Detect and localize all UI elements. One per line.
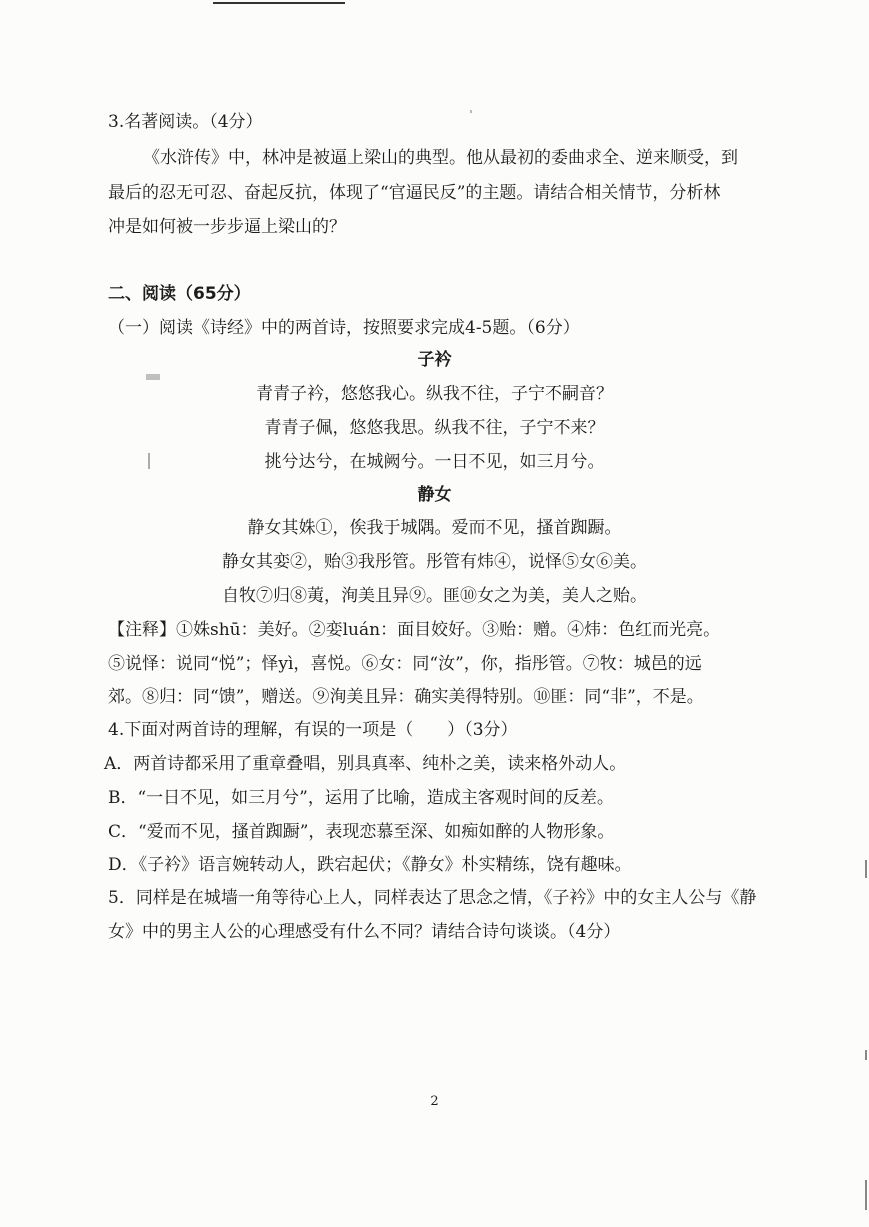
notes-line: ⑤说怿：说同“悦”；怿yì，喜悦。⑥女：同“汝”，你，指彤管。⑦牧：城邑的远 (108, 654, 702, 674)
q5-line: 5．同样是在城墙一角等待心上人，同样表达了思念之情，《子衿》中的女主人公与《静 (108, 888, 757, 908)
poem-line: 静女其姝①，俟我于城隅。爱而不见，搔首踟蹰。 (247, 518, 622, 538)
q5-line: 女》中的男主人公的心理感受有什么不同？请结合诗句谈谈。（4分） (108, 922, 621, 942)
scan-edge-mark (865, 1180, 867, 1210)
q4-option: D．《子衿》语言婉转动人，跌宕起伏；《静女》朴实精练，饶有趣味。 (108, 855, 632, 875)
q3-title: 3.名著阅读。（4分） (108, 112, 263, 132)
scan-speck (470, 110, 472, 113)
poem-title: 子衿 (417, 350, 452, 370)
q3-paragraph-line: 《水浒传》中，林冲是被逼上梁山的典型。他从最初的委曲求全、逆来顺受，到 (143, 148, 738, 168)
notes-line: 郊。⑧归：同“馈”，赠送。⑨洵美且异：确实美得特别。⑩匪：同“非”，不是。 (108, 687, 704, 707)
q4-option: C．“爱而不见，搔首踟蹰”，表现恋慕至深、如痴如醉的人物形象。 (108, 822, 615, 842)
scan-edge-mark (865, 1050, 867, 1060)
section-sub-heading: （一）阅读《诗经》中的两首诗，按照要求完成4-5题。（6分） (108, 318, 580, 338)
q3-paragraph-line: 冲是如何被一步步逼上梁山的？ (108, 217, 346, 237)
poem-line: 青青子衿，悠悠我心。纵我不往，子宁不嗣音？ (256, 384, 613, 404)
q4-option: A．两首诗都采用了重章叠唱，别具真率、纯朴之美，读来格外动人。 (104, 754, 627, 774)
q4-option: B．“一日不见，如三月兮”，运用了比喻，造成主客观时间的反差。 (108, 788, 614, 808)
poem-line: 自牧⑦归⑧荑，洵美且异⑨。匪⑩女之为美，美人之贻。 (222, 586, 647, 606)
poem-line: 青青子佩，悠悠我思。纵我不往，子宁不来？ (264, 418, 605, 438)
q3-paragraph-line: 最后的忍无可忍、奋起反抗，体现了“官逼民反”的主题。请结合相关情节，分析林 (108, 183, 721, 203)
q4-stem: 4.下面对两首诗的理解，有误的一项是（ ）（3分） (108, 720, 518, 740)
section-heading: 二、阅读（65分） (108, 284, 251, 304)
scan-edge-mark (865, 860, 867, 878)
scan-top-line (213, 2, 345, 4)
page-number: 2 (430, 1094, 439, 1109)
poem-title: 静女 (417, 485, 452, 505)
notes-line: 【注释】①姝shū：美好。②娈luán：面目姣好。③贻：赠。④炜：色红而光亮。 (108, 620, 721, 640)
scan-speck (146, 374, 160, 380)
poem-line: 静女其娈②，贻③我彤管。彤管有炜④，说怿⑤女⑥美。 (222, 552, 647, 572)
poem-line: 挑兮达兮，在城阙兮。一日不见，如三月兮。 (264, 452, 605, 472)
